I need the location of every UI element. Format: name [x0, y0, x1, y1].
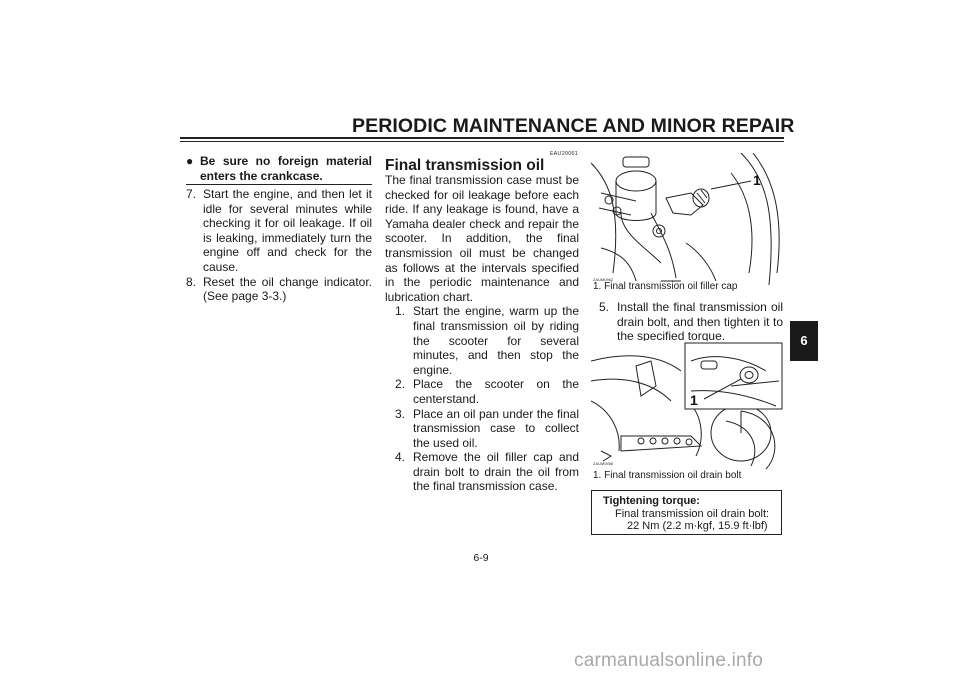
torque-label: Tightening torque:: [603, 495, 700, 507]
step-number: 5.: [599, 300, 610, 314]
step-number: 4.: [395, 450, 406, 465]
caution-note: [186, 154, 372, 183]
section-intro: The final transmission case must be checked for oil leakage before each ride. If any leakage is found, have a Yamaha dealer check and repair the scooter. In addition, the final transmission oil must be changed as follows at the intervals specified in the periodic maintenance and lubrication chart.: [385, 173, 579, 304]
step-number: 3.: [395, 406, 406, 421]
step-8: [186, 275, 372, 304]
step-number: 1.: [395, 304, 406, 319]
oil-filler-cap-illustration: [591, 153, 783, 285]
oil-drain-bolt-illustration: [591, 341, 783, 469]
torque-item: Final transmission oil drain bolt:: [615, 507, 770, 520]
fig2-callout: 1: [690, 392, 698, 408]
step-text: Start the engine, and then let it idle for several minutes while checking it for oil leakage. If oil is leaking, immediately turn the engine off and check for the cause.: [203, 187, 372, 274]
fig1-caption: 1. Final transmission oil filler cap: [593, 281, 738, 292]
step-text: Remove the oil filler cap and drain bolt to drain the oil from the final transmission case.: [413, 450, 579, 494]
header-rule-thin: [180, 141, 784, 142]
torque-value: 22 Nm (2.2 m·kgf, 15.9 ft·lbf): [627, 520, 768, 532]
fig2-code: ZAUM0958: [593, 461, 614, 466]
page-header-title: PERIODIC MAINTENANCE AND MINOR REPAIR: [352, 115, 795, 137]
step-3: [385, 407, 579, 451]
watermark: carmanualsonline.info: [574, 650, 764, 671]
step-text: Install the final transmission oil drain bolt, and then tighten it to the specified torque.: [617, 300, 783, 344]
caution-rule: [186, 184, 372, 185]
chapter-tab: 6: [790, 321, 818, 361]
step-7: [186, 187, 372, 275]
fig1-callout: 1: [753, 172, 761, 188]
fig1-code: ZAUM0962: [593, 277, 614, 282]
step-text: Reset the oil change indicator. (See page 3-3.): [203, 274, 372, 304]
left-steps: [186, 187, 372, 304]
section-code: EAU20061: [549, 151, 578, 157]
step-number: 8.: [186, 274, 197, 289]
step-1: [385, 304, 579, 377]
section-body: [385, 173, 579, 494]
step-text: Place an oil pan under the final transmission case to collect the used oil.: [413, 406, 579, 450]
step-4: [385, 450, 579, 494]
section-title: Final transmission oil: [385, 157, 545, 174]
step-number: 7.: [186, 187, 197, 201]
step-text: Place the scooter on the centerstand.: [413, 377, 579, 406]
step-2: [385, 377, 579, 406]
right-steps: [595, 300, 783, 344]
fig2-caption: 1. Final transmission oil drain bolt: [593, 470, 742, 481]
tightening-torque-box: [591, 490, 782, 535]
page-number: 6-9: [473, 552, 489, 564]
bullet-icon: ●: [186, 154, 194, 168]
step-5: [595, 300, 783, 344]
step-text: Start the engine, warm up the final transmission oil by riding the scooter for several minutes, and then stop the engine.: [413, 304, 579, 377]
header-rule: [180, 137, 784, 139]
detail-inset-frame: [685, 343, 782, 409]
step-number: 2.: [395, 377, 406, 392]
caution-text: Be sure no foreign material enters the crankcase.: [200, 154, 372, 183]
